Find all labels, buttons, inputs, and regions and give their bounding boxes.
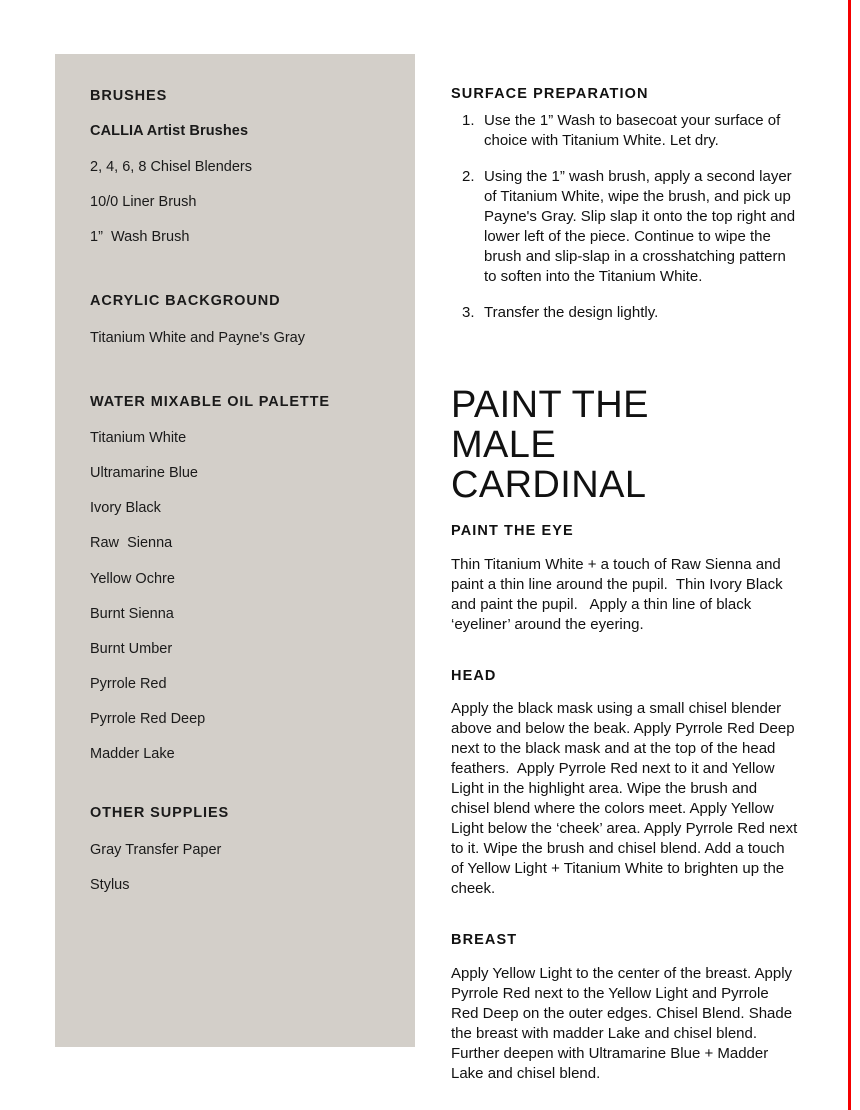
list-item: Transfer the design lightly. [484,304,659,322]
breast-heading: BREAST [451,932,518,949]
brushes-section [90,88,385,246]
list-item: Titanium White and Payne's Gray [90,329,305,346]
instructions-column [451,86,802,1084]
section-spacer [90,263,385,293]
oil-palette-section [90,394,385,764]
materials-sidebar [55,54,415,1047]
paint-the-eye-body: Thin Titanium White + a touch of Raw Sienna and paint a thin line around the pupil. Thin Ivory Black and paint the pupil. Apply a thin line of black ‘eyeliner’ around the eyering. [451,555,787,633]
list-item: Ultramarine Blue [90,465,198,482]
page-title: PAINT THE MALE CARDINAL [451,384,649,507]
list-item: Pyrrole Red [90,675,167,692]
other-supplies-heading: OTHER SUPPLIES [90,805,230,822]
acrylic-background-section [90,293,385,347]
acrylic-background-heading: ACRYLIC BACKGROUND [90,293,281,310]
breast-body: Apply Yellow Light to the center of the breast. Apply Pyrrole Red next to the Yellow Light and Pyrrole Red Deep on the outer edges. Chisel Blend. Shade the breast with madder Lake and chisel blend. Further deepen with Ultramarine Blue + Madder Lake and chisel blend. [451,964,797,1082]
brushes-subheading: CALLIA Artist Brushes [90,123,249,140]
section-spacer [90,780,385,805]
list-item: Ivory Black [90,500,161,517]
surface-preparation-section [451,86,799,323]
other-supplies-section [90,805,385,894]
section-spacer [90,364,385,394]
brushes-heading: BRUSHES [90,88,168,104]
list-item: Gray Transfer Paper [90,841,222,858]
list-item: Raw Sienna [90,535,173,552]
list-item: Stylus [90,876,130,893]
list-item: 2, 4, 6, 8 Chisel Blenders [90,158,253,175]
paint-the-eye-heading: PAINT THE EYE [451,523,574,540]
list-item: Use the 1” Wash to basecoat your surface of choice with Titanium White. Let dry. [484,112,781,150]
list-item: Yellow Ochre [90,570,175,587]
head-section [451,667,802,899]
list-item: 1” Wash Brush [90,229,190,246]
list-item: Burnt Umber [90,640,173,657]
right-edge-accent-rule [848,0,851,1110]
head-heading: HEAD [451,667,497,684]
breast-section [451,932,799,1083]
list-item: 10/0 Liner Brush [90,193,197,210]
oil-palette-heading: WATER MIXABLE OIL PALETTE [90,393,330,410]
surface-preparation-heading: SURFACE PREPARATION [451,86,649,102]
head-body: Apply the black mask using a small chisel blender above and below the beak. Apply Pyrrole Red Deep next to the black mask and at the top of the head feathers. Apply Pyrrole Red next to it and Yellow Light in the highlight area. Wipe the brush and chisel blend where the colors meet. Apply Yellow Light below the ‘cheek’ area. Apply Pyrrole Red next to it. Wipe the brush and chisel blend. Add a touch of Yellow Light + Titanium White to brighten up the cheek. [451,700,802,898]
surface-preparation-steps [451,111,799,323]
list-item: Using the 1” wash brush, apply a second layer of Titanium White, wipe the brush, and pick up Payne's Gray. Slip slap it onto the top right and lower left of the piece. Continue to wipe the brush and slip-slap in a crosshatching pattern to soften into the Titanium White. [484,168,796,286]
list-item: Madder Lake [90,746,175,763]
paint-the-eye-section [451,523,799,634]
list-item: Burnt Sienna [90,605,174,622]
list-item: Pyrrole Red Deep [90,711,206,728]
list-item: Titanium White [90,430,187,447]
